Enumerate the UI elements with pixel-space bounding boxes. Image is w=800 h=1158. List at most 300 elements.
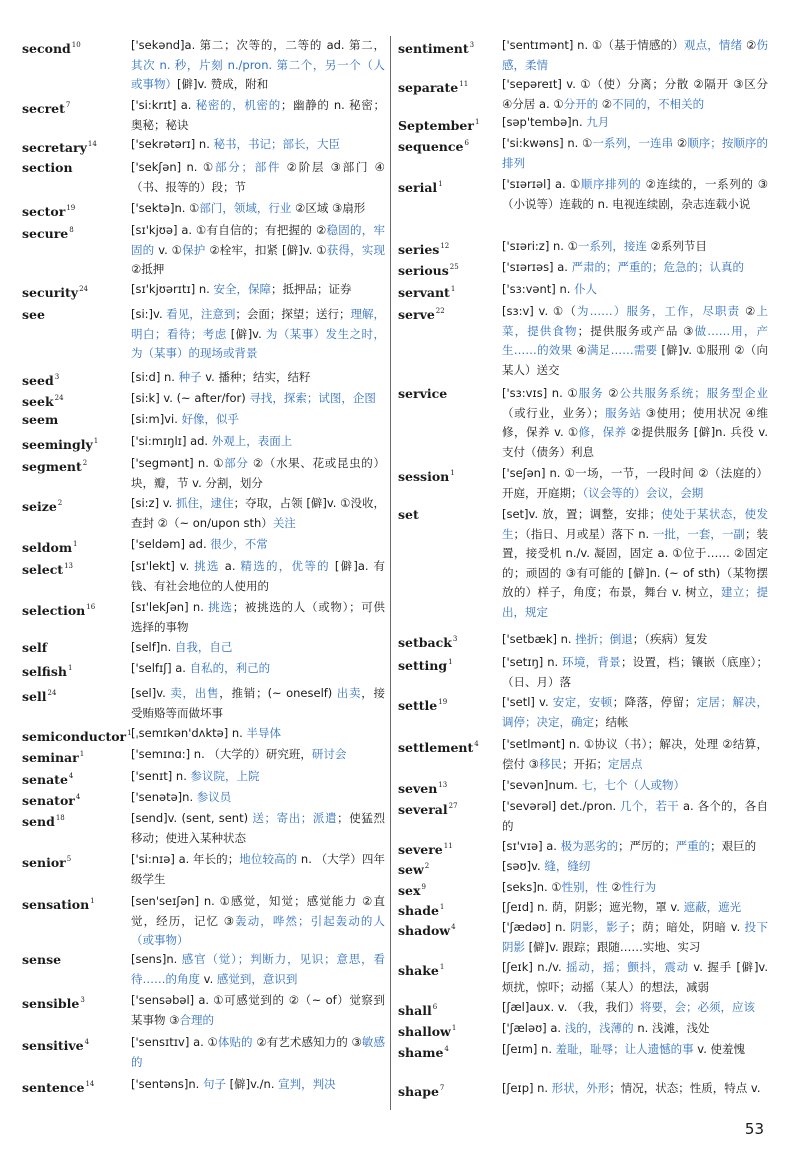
definition [502, 175, 768, 214]
headword [22, 96, 70, 118]
definition [131, 659, 385, 679]
highlighted-meaning: 摇动，摇；颤抖，震动 [566, 960, 689, 974]
definition [502, 1040, 768, 1060]
headword-text: section [22, 160, 73, 175]
highlighted-meaning: 将要，会；必须，应该 [640, 1000, 755, 1014]
headword-text: sector [22, 204, 66, 219]
definition [502, 384, 768, 462]
definition-text: [səʊ]v. [502, 859, 545, 873]
highlighted-meaning: 阴影，影子 [570, 920, 631, 934]
highlighted-meaning: 几个，若干 [620, 799, 680, 813]
definition-text: ；幽静的 n. 秘密；奥秘；秘诀 [131, 98, 385, 132]
definition-text: v. [200, 971, 217, 986]
definition-text: ['sekʃən] n. ① [131, 160, 215, 174]
frequency-count: 11 [459, 80, 469, 88]
frequency-count: 16 [86, 603, 96, 611]
definition-text: [僻]v. ①服刑 ②（向某人）送交 [502, 343, 768, 377]
definition [131, 389, 385, 409]
definition-text: [sɜ:v] v. ①（ [502, 304, 578, 318]
definition-text: ；严厉的； [618, 839, 676, 853]
highlighted-meaning: 严肃的；严重的；危急的；认真的 [571, 260, 745, 274]
definition-text: ②栓牢，扣紧 [僻]v. ① [205, 242, 327, 257]
frequency-count: 1 [450, 469, 455, 477]
definition [502, 776, 768, 796]
frequency-count: 18 [55, 814, 65, 822]
headword [22, 221, 74, 243]
headword-text: September [398, 118, 474, 133]
definition [131, 557, 385, 596]
frequency-count: 1 [439, 903, 445, 911]
highlighted-meaning: 其次 n. 秒，片刻 n./pron. 第二个，另一个（人或事物） [131, 57, 385, 91]
definition [502, 958, 768, 997]
definition-text: ② [598, 96, 613, 111]
frequency-count: 22 [435, 307, 445, 315]
headword [398, 998, 437, 1020]
definition-text: ['sɜ:vɪs] n. ① [502, 386, 579, 400]
headword-text: seem [22, 412, 59, 427]
definition [131, 410, 385, 430]
headword [22, 724, 132, 746]
definition [131, 991, 385, 1030]
headword [22, 892, 95, 914]
highlighted-meaning: 缝，缝纫 [544, 859, 591, 873]
definition [502, 797, 768, 836]
headword-text: shape [398, 1084, 439, 1099]
definition-text: [僻]v. 跟踪；跟随……实地、实习 [525, 939, 701, 954]
highlighted-meaning: 半导体 [246, 726, 281, 740]
frequency-count: 1 [79, 750, 85, 758]
headword [398, 75, 468, 97]
definition-text: ；抵押品；证券 [270, 282, 352, 296]
definition-text: [ʃeɪp] n. [502, 1081, 552, 1095]
frequency-count: 24 [54, 394, 64, 402]
frequency-count: 27 [448, 802, 458, 810]
frequency-count: 1 [474, 118, 480, 126]
headword-text: set [398, 507, 419, 522]
headword [22, 1033, 89, 1055]
highlighted-meaning: 上菜，提供食物 [502, 304, 769, 338]
definition-text: ；荫；暗处，阴暗 v. [630, 920, 745, 934]
definition-text: [si:d] n. [131, 370, 179, 384]
definition [131, 598, 385, 637]
definition-text: [send]v. (sent, sent) [131, 811, 253, 825]
frequency-count: 2 [424, 862, 430, 870]
highlighted-meaning: 观点，情绪 [683, 38, 743, 52]
headword-text: settlement [398, 740, 474, 755]
highlighted-meaning: 仆人 [574, 282, 598, 296]
frequency-count: 8 [69, 226, 74, 234]
frequency-count: 3 [54, 373, 60, 381]
definition-text: ['senətə]n. [131, 790, 197, 804]
frequency-count: 1 [90, 897, 95, 905]
definition-text: [ʃæl]aux. v. （我，我们） [502, 1000, 640, 1014]
highlighted-meaning: 感官（觉）；判断力，见识；意思，看待……的角度 [131, 952, 385, 986]
highlighted-meaning: 建立；提出，规定 [502, 585, 768, 619]
definition [131, 767, 385, 787]
definition-text: （或行业，业务）； [502, 405, 605, 420]
headword-text: shall [398, 1003, 432, 1018]
frequency-count: 1 [93, 437, 99, 445]
definition-text: [sɪ'kjʊərɪtɪ] n. [131, 282, 214, 296]
highlighted-meaning: 秘书，书记；部长，大臣 [213, 137, 341, 151]
definition [131, 199, 385, 219]
definition-text: a. 各个的，各自的 [502, 799, 769, 833]
headword-text: seldom [22, 540, 73, 555]
highlighted-meaning: 寻找，探索；试图，企图 [249, 391, 376, 405]
headword [22, 850, 71, 872]
highlighted-meaning: 挫折；倒退 [575, 632, 633, 646]
definition-text: ['sensɪtɪv] a. ① [131, 1035, 218, 1049]
definition-text: ['semɪnɑ:] n. （大学的）研究班， [131, 747, 312, 761]
definition [502, 237, 768, 257]
highlighted-meaning: 抓住，逮住 [176, 496, 234, 510]
headword [398, 175, 443, 197]
definition-text: ② [742, 38, 757, 52]
headword-text: semiconductor [22, 729, 127, 744]
definition-text: v. 播种；结实，结籽 [201, 370, 311, 384]
definition [502, 693, 768, 732]
headword-text: segment [22, 459, 82, 474]
definition-text: ['sentəns]n. [131, 1077, 203, 1091]
headword-text: sell [22, 689, 47, 704]
headword [398, 1079, 444, 1101]
definition [502, 653, 768, 692]
definition [131, 850, 385, 889]
definition-text: ③使用；使用状况 ④维修，保养 v. ① [502, 405, 769, 439]
definition [502, 75, 768, 114]
headword [22, 432, 98, 454]
highlighted-meaning: 安全，保障 [213, 282, 271, 296]
headword [22, 659, 72, 681]
definition-text: [僻]v. [226, 326, 266, 341]
definition [502, 36, 768, 75]
definition-text: n. （大学）四年级学生 [131, 852, 385, 886]
headword [398, 1019, 456, 1041]
frequency-count: 25 [449, 263, 459, 271]
headword-text: select [22, 562, 64, 577]
highlighted-meaning: 稳固的，牢固的 [131, 223, 385, 257]
frequency-count: 7 [65, 101, 71, 109]
definition-text: [ʃeɪm] n. [502, 1042, 556, 1056]
headword-text: sequence [398, 139, 464, 154]
frequency-count: 11 [443, 842, 453, 850]
frequency-count: 1 [450, 285, 456, 293]
definition-text: ['sɜ:vənt] n. [502, 282, 575, 296]
highlighted-meaning: 一系列，一连串 [592, 136, 674, 150]
headword-text: setback [398, 635, 452, 650]
definition [131, 638, 385, 658]
headword-text: secure [22, 226, 69, 241]
definition [131, 368, 385, 388]
frequency-count: 1 [451, 1024, 457, 1032]
definition-text: ，推销；(~ oneself) [219, 686, 337, 700]
headword [22, 305, 45, 324]
highlighted-meaning: 很少，不常 [210, 537, 268, 551]
definition [131, 158, 385, 197]
headword [398, 630, 457, 652]
frequency-count: 13 [438, 781, 448, 789]
highlighted-meaning: 严重的 [675, 839, 711, 853]
definition-text: ②区域 ③扇形 [291, 201, 366, 215]
highlighted-meaning: 服务站 [604, 405, 642, 420]
highlighted-meaning: 合理的 [179, 1012, 214, 1027]
definition [131, 1033, 385, 1072]
definition-text: ② [673, 136, 688, 150]
definition [502, 280, 768, 300]
headword [22, 494, 62, 516]
definition [502, 258, 768, 278]
headword [398, 735, 479, 757]
frequency-count: 1 [448, 658, 453, 666]
headword-text: second [22, 41, 71, 56]
definition-text: [sel]v. [131, 686, 171, 700]
headword-text: severe [398, 842, 443, 857]
definition-text: ②连续的，一系列的 ③（小说等）连载的 n. 电视连续剧，杂志连载小说 [502, 177, 768, 211]
highlighted-meaning: 地位较高的 [239, 852, 298, 866]
highlighted-meaning: 投下阴影 [502, 920, 769, 954]
definition-text: v. 使羞愧 [693, 1042, 746, 1056]
frequency-count: 4 [451, 923, 456, 931]
headword-text: seed [22, 373, 54, 388]
highlighted-meaning: 感觉到，意识到 [216, 971, 298, 986]
headword [22, 950, 61, 969]
definition-text: ['setɪŋ] n. [502, 655, 563, 669]
definition [502, 998, 768, 1018]
definition [502, 464, 768, 503]
headword [398, 134, 469, 156]
definition-text: [set]v. 放，置；调整，安排； [502, 507, 661, 521]
headword [398, 280, 455, 302]
definition [502, 505, 768, 622]
headword-text: shallow [398, 1024, 451, 1039]
definition [131, 494, 385, 533]
headword [22, 158, 73, 177]
highlighted-meaning: 获得，实现 [326, 242, 386, 257]
definition-text: ['sevən]num. [502, 778, 582, 792]
headword [398, 898, 444, 920]
definition-text: ；装置，接受机 n./v. 凝固，固定 a. ①位于…… ②固定的；顽固的 ③有可能的 [僻]n. (~ of sth)（某物摆放的）样子，角度；布景，舞台 v. 树立， [502, 526, 769, 599]
highlighted-meaning: 环境，背景 [562, 655, 621, 669]
definition-text: ['segmənt] n. ① [131, 456, 225, 470]
headword [398, 505, 419, 524]
definition-text: ['si:mɪŋlɪ] ad. [131, 434, 212, 448]
highlighted-meaning: 遮蔽，遮光 [683, 900, 742, 914]
headword-text: session [398, 469, 450, 484]
definition-text: a. [219, 559, 241, 573]
definition-text: [si:k] v. (~ after/for) [131, 391, 250, 405]
highlighted-meaning: 形状，外形 [551, 1081, 610, 1095]
headword [22, 389, 64, 411]
headword-text: separate [398, 80, 459, 95]
definition-text: ；夺取，占领 [僻]v. ①没收，查封 ②（~ on/upon sth） [131, 496, 385, 530]
highlighted-meaning: 轰动，哗然；引起轰动的人（或事物） [131, 913, 385, 947]
frequency-count: 7 [439, 1084, 445, 1092]
highlighted-meaning: 服务 [578, 386, 604, 400]
highlighted-meaning: 关注 [272, 515, 296, 530]
definition-text: ['si:kwəns] n. ① [502, 136, 593, 150]
definition [502, 857, 768, 877]
frequency-count: 13 [64, 562, 73, 570]
headword-text: secretary [22, 140, 87, 155]
frequency-count: 10 [71, 41, 81, 49]
definition-text: [sɪ'lekt] v. [131, 559, 195, 573]
highlighted-meaning: 保护 [182, 242, 206, 257]
highlighted-meaning: 挑选 [208, 600, 233, 614]
definition-text: [sɪ'lekʃən] n. [131, 600, 209, 614]
definition-text: ；提供服务或产品 ③ [577, 323, 695, 338]
definition-text: [sɪ'kjʊə] a. ①有自信的；有把握的 ② [131, 223, 327, 237]
frequency-count: 6 [464, 139, 469, 147]
definition [131, 36, 385, 95]
definition-text: [ʃeɪk] n./v. [502, 960, 567, 974]
definition [502, 898, 768, 918]
headword-text: seminar [22, 750, 79, 765]
headword [398, 693, 447, 715]
definition [502, 630, 768, 650]
definition-text: ；艰巨的 [710, 839, 757, 853]
definition [131, 684, 385, 723]
highlighted-meaning: 做……用，产生……的效果 [502, 323, 768, 357]
headword [22, 454, 87, 476]
highlighted-meaning: 顺序排列的 [580, 177, 642, 191]
definition-text: [僻]a. 有钱、有社会地位的人使用的 [131, 559, 385, 593]
definition-text: ②系列节目 [646, 239, 707, 253]
frequency-count: 19 [438, 698, 448, 706]
definition [502, 837, 768, 857]
headword-text: servant [398, 285, 450, 300]
definition-text: ['ʃæləʊ] a. [502, 1021, 565, 1035]
definition-text: ；结帐 [594, 714, 629, 729]
headword-text: senior [22, 855, 66, 870]
definition [502, 134, 768, 173]
highlighted-meaning: 体贴的 [217, 1035, 253, 1049]
definition-text: ['sɪərɪəl] a. ① [502, 177, 581, 191]
definition [131, 135, 385, 155]
headword-text: send [22, 814, 55, 829]
definition-text: [僻]v./n. [225, 1077, 279, 1091]
definition-text: v. ① [154, 242, 183, 257]
highlighted-meaning: 部分 [224, 456, 249, 470]
headword [22, 36, 81, 58]
headword-text: see [22, 307, 45, 322]
frequency-count: 4 [474, 740, 479, 748]
frequency-count: 1 [127, 729, 132, 737]
definition-text: ['setlmənt] n. ①协议（书）；解决，处理 ②结算，偿付 ③ [502, 737, 768, 771]
highlighted-meaning: 理解，明白；看待；考虑 [131, 307, 386, 341]
headword [398, 878, 426, 900]
highlighted-meaning: 出卖 [336, 686, 362, 700]
headword-text: serious [398, 263, 449, 278]
frequency-count: 12 [440, 242, 450, 250]
frequency-count: 4 [84, 1038, 90, 1046]
definition [502, 113, 768, 133]
definition [131, 1075, 385, 1095]
headword-text: sensible [22, 996, 80, 1011]
definition-text: ['ʃædəʊ] n. [502, 920, 571, 934]
headword [22, 638, 47, 657]
highlighted-meaning: 精选的，优等的 [240, 559, 330, 573]
definition-text: ['sɪəri:z] n. ① [502, 239, 578, 253]
headword [22, 199, 75, 221]
highlighted-meaning: 羞耻，耻辱；让人遗憾的事 [555, 1042, 694, 1056]
highlighted-meaning: 移民 [538, 756, 562, 771]
definition [131, 788, 385, 808]
headword [398, 653, 453, 675]
definition-text: ['sekrətərɪ] n. [131, 137, 214, 151]
frequency-count: 19 [66, 204, 76, 212]
highlighted-meaning: 伤感，柔情 [502, 38, 769, 72]
definition-text: ['setbæk] n. [502, 632, 576, 646]
frequency-count: 9 [421, 883, 426, 891]
frequency-count: 14 [85, 1080, 95, 1088]
headword [398, 958, 444, 980]
headword-text: selection [22, 603, 86, 618]
definition-text: ['selfɪʃ] a. [131, 661, 190, 675]
headword [22, 684, 56, 706]
page-number: 53 [744, 1120, 764, 1138]
definition-text: ④ [572, 343, 587, 357]
frequency-count: 3 [80, 996, 85, 1004]
definition-text: ；使猛烈移动；使进入某种状态 [131, 811, 385, 845]
definition-text: [si:m]vi. [131, 412, 182, 426]
definition-text: ['sensəbəl] a. ①可感觉到的 ②（~ of）觉察到某事物 ③ [131, 993, 385, 1027]
highlighted-meaning: 修，保养 [578, 425, 627, 439]
definition-text: ['seʃən] n. ①一场，一节，一段时间 ②（法庭的）开庭，开庭期； [502, 466, 768, 500]
definition-text: ；（指日、月或星）落下 n. [513, 526, 653, 541]
headword-text: series [398, 242, 440, 257]
definition-text: ② [740, 304, 757, 318]
highlighted-meaning: 卖，出售 [170, 686, 220, 700]
definition-text: ['setl] v. [502, 695, 553, 709]
highlighted-meaning: 浅的，浅薄的 [564, 1021, 634, 1035]
definition-text: ② [607, 880, 622, 894]
frequency-count: 6 [432, 1003, 438, 1011]
frequency-count: 5 [66, 855, 72, 863]
highlighted-meaning: 九月 [586, 115, 610, 129]
highlighted-meaning: 为（某事）发生之时，为（某事）的现场或背景 [131, 326, 386, 360]
frequency-count: 1 [439, 963, 445, 971]
highlighted-meaning: 参议员 [196, 790, 232, 804]
frequency-count: 1 [73, 540, 78, 548]
definition-text: [si:]v. [131, 307, 167, 321]
headword [22, 809, 65, 831]
headword [398, 857, 429, 879]
frequency-count: 24 [47, 689, 57, 697]
definition-text: ['sekənd]a. 第二；次等的，二等的 ad. 第二， [131, 38, 385, 52]
highlighted-meaning: 部门，领域，行业 [199, 201, 292, 215]
highlighted-meaning: 好像，似乎 [181, 412, 240, 426]
headword-text: settle [398, 698, 438, 713]
highlighted-meaning: 种子 [178, 370, 202, 384]
headword [22, 788, 80, 810]
definition-text: [sen'seɪʃən] n. ①感觉，知觉；感觉能力 ②直觉，经历，记忆 ③ [131, 894, 385, 928]
headword-text: service [398, 386, 448, 401]
definition [131, 724, 385, 744]
headword [22, 535, 78, 557]
highlighted-meaning: 一批，一套，一副 [652, 526, 745, 541]
headword [398, 776, 447, 798]
headword-text: serial [398, 180, 438, 195]
headword-text: senate [22, 772, 68, 787]
definition-text: ['sevərəl] det./pron. [502, 799, 621, 813]
definition [502, 1079, 768, 1099]
headword-text: shadow [398, 923, 451, 938]
headword-text: sew [398, 862, 424, 877]
highlighted-meaning: 定居；解决，调停；决定，确定 [502, 695, 768, 729]
frequency-count: 14 [87, 140, 97, 148]
headword [22, 1075, 94, 1097]
headword [398, 384, 447, 403]
